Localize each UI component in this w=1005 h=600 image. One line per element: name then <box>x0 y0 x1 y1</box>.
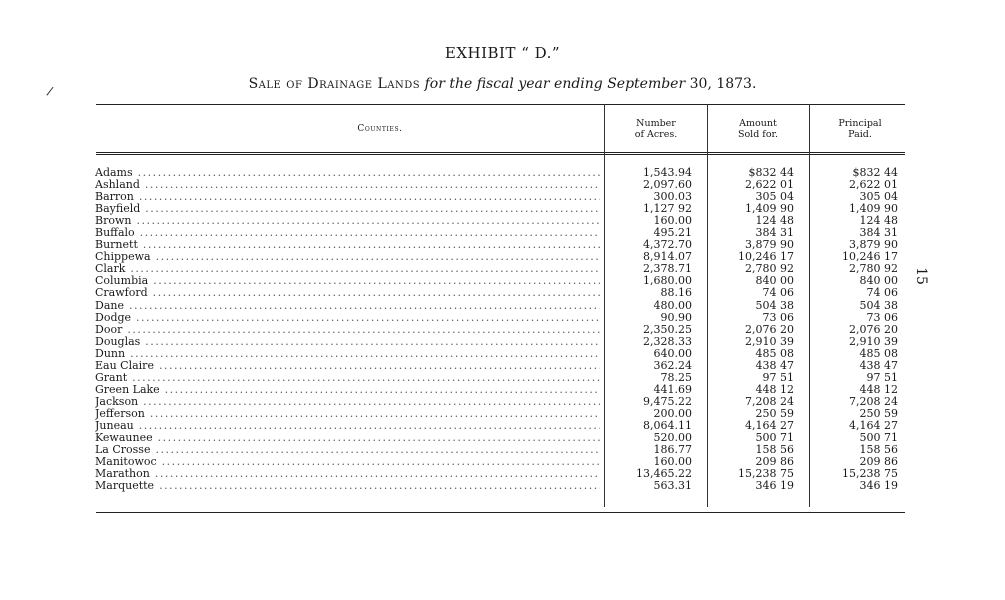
acres-cell: 2,378.71 <box>643 262 692 276</box>
subtitle-prefix: Sale of Drainage Lands <box>248 76 421 92</box>
county-name: Juneau ..... <box>95 420 600 432</box>
acres-cell: 186.77 <box>653 443 692 457</box>
county-name: Green Lake ..... <box>95 384 600 396</box>
amount-cell: 2,910 39 <box>745 334 794 348</box>
amount-cell: 2,780 92 <box>745 262 794 276</box>
principal-cell: 2,076 20 <box>849 322 898 336</box>
acres-cell: 160.00 <box>653 455 692 469</box>
amount-cell: 305 04 <box>755 190 794 204</box>
amount-cell: 10,246 17 <box>738 250 794 264</box>
amount-cell: 3,879 90 <box>745 238 794 252</box>
principal-cell: 10,246 17 <box>842 250 898 264</box>
amount-cell: 485 08 <box>755 346 794 360</box>
principal-cell: 250 59 <box>859 406 898 420</box>
acres-cell: 480.00 <box>653 298 692 312</box>
principal-cell: 3,879 90 <box>849 238 898 252</box>
principal-cell: 448 12 <box>859 382 898 396</box>
table-row <box>0 215 1005 227</box>
amount-cell: 1,409 90 <box>745 202 794 216</box>
table-body <box>0 167 1005 492</box>
table-row <box>0 336 1005 348</box>
acres-cell: 2,097.60 <box>643 178 692 192</box>
amount-cell: 2,622 01 <box>745 178 794 192</box>
principal-cell: 500 71 <box>859 431 898 445</box>
amount-cell: 384 31 <box>755 226 794 240</box>
amount-cell: 97 51 <box>762 370 794 384</box>
county-name: Burnett ..... <box>95 239 600 251</box>
county-name: Dunn ..... <box>95 348 600 360</box>
table-subtitle <box>0 76 1005 92</box>
header-acres <box>608 118 704 140</box>
exhibit-title: EXHIBIT “ D.” <box>444 44 561 62</box>
acres-cell: 520.00 <box>653 431 692 445</box>
acres-cell: 1,680.00 <box>643 274 692 288</box>
amount-cell: 2,076 20 <box>745 322 794 336</box>
amount-cell: 448 12 <box>755 382 794 396</box>
amount-cell: 438 47 <box>755 358 794 372</box>
table-row <box>0 203 1005 215</box>
county-name: Ashland ..... <box>95 179 600 191</box>
county-name: Dodge ..... <box>95 312 600 324</box>
principal-cell: 73 06 <box>866 310 898 324</box>
principal-cell: 15,238 75 <box>842 467 898 481</box>
acres-cell: 300.03 <box>653 190 692 204</box>
amount-cell: 346 19 <box>755 479 794 493</box>
acres-cell: 8,064.11 <box>643 418 692 432</box>
principal-cell: $832 44 <box>852 166 898 179</box>
header-acres-line2: of Acres. <box>634 129 678 140</box>
county-name: Clark ..... <box>95 263 600 275</box>
principal-cell: 97 51 <box>866 370 898 384</box>
county-name: La Crosse ..... <box>95 444 600 456</box>
amount-cell: 500 71 <box>755 431 794 445</box>
acres-cell: 13,465.22 <box>636 467 692 481</box>
acres-cell: 640.00 <box>653 346 692 360</box>
principal-cell: 346 19 <box>859 479 898 493</box>
county-name: Barron ..... <box>95 191 600 203</box>
principal-cell: 384 31 <box>859 226 898 240</box>
amount-cell: 15,238 75 <box>738 467 794 481</box>
table-row <box>0 480 1005 492</box>
county-name: Bayfield ..... <box>95 203 600 215</box>
acres-cell: 9,475.22 <box>643 394 692 408</box>
acres-cell: 441.69 <box>653 382 692 396</box>
subtitle-suffix: 30, 1873. <box>689 76 757 92</box>
county-name: Marathon ..... <box>95 468 600 480</box>
principal-cell: 124 48 <box>859 214 898 228</box>
principal-cell: 1,409 90 <box>849 202 898 216</box>
principal-cell: 7,208 24 <box>849 394 898 408</box>
principal-cell: 840 00 <box>859 274 898 288</box>
county-name: Buffalo ..... <box>95 227 600 239</box>
table-row <box>0 312 1005 324</box>
principal-cell: 74 06 <box>866 286 898 300</box>
county-name: Chippewa ..... <box>95 251 600 263</box>
header-amount <box>710 118 806 140</box>
acres-cell: 78.25 <box>660 370 692 384</box>
table-row <box>0 287 1005 299</box>
principal-cell: 305 04 <box>859 190 898 204</box>
county-name: Jackson ..... <box>95 396 600 408</box>
principal-cell: 2,910 39 <box>849 334 898 348</box>
table-row <box>0 420 1005 432</box>
county-name: Douglas ..... <box>95 336 600 348</box>
ink-mark: / <box>45 83 55 99</box>
table-row <box>0 396 1005 408</box>
header-amount-line1: Amount <box>739 118 777 129</box>
acres-cell: 1,127 92 <box>643 202 692 216</box>
table-row <box>0 468 1005 480</box>
county-name: Manitowoc ..... <box>95 456 600 468</box>
county-name: Kewaunee ..... <box>95 432 600 444</box>
principal-cell: 504 38 <box>859 298 898 312</box>
county-name: Grant ..... <box>95 372 600 384</box>
table-row <box>0 275 1005 287</box>
table-row <box>0 372 1005 384</box>
amount-cell: 250 59 <box>755 406 794 420</box>
table-row <box>0 444 1005 456</box>
acres-cell: 362.24 <box>653 358 692 372</box>
amount-cell: $832 44 <box>748 166 794 179</box>
principal-cell: 2,622 01 <box>849 178 898 192</box>
county-name: Door ..... <box>95 324 600 336</box>
header-amount-line2: Sold for. <box>737 129 779 140</box>
header-acres-line1: Number <box>636 118 676 129</box>
header-bottom-rule-double <box>96 154 905 155</box>
amount-cell: 74 06 <box>762 286 794 300</box>
amount-cell: 840 00 <box>755 274 794 288</box>
table-row <box>0 324 1005 336</box>
principal-cell: 438 47 <box>859 358 898 372</box>
county-name: Columbia ..... <box>95 275 600 287</box>
amount-cell: 124 48 <box>755 214 794 228</box>
principal-cell: 2,780 92 <box>849 262 898 276</box>
subtitle-italic: for the fiscal year ending September <box>424 76 686 92</box>
header-principal <box>812 118 908 140</box>
acres-cell: 8,914.07 <box>643 250 692 264</box>
table-row <box>0 263 1005 275</box>
amount-cell: 504 38 <box>755 298 794 312</box>
amount-cell: 7,208 24 <box>745 394 794 408</box>
principal-cell: 158 56 <box>859 443 898 457</box>
amount-cell: 4,164 27 <box>745 418 794 432</box>
header-principal-line2: Paid. <box>848 129 872 140</box>
county-name: Dane ..... <box>95 300 600 312</box>
page-number: 15 <box>912 267 929 285</box>
principal-cell: 485 08 <box>859 346 898 360</box>
acres-cell: 563.31 <box>653 479 692 493</box>
table-row <box>0 348 1005 360</box>
table-row <box>0 179 1005 191</box>
amount-cell: 209 86 <box>755 455 794 469</box>
header-counties: Counties. <box>357 124 403 134</box>
county-name: Jefferson ..... <box>95 408 600 420</box>
acres-cell: 160.00 <box>653 214 692 228</box>
amount-cell: 158 56 <box>755 443 794 457</box>
acres-cell: 88.16 <box>660 286 692 300</box>
acres-cell: 2,350.25 <box>643 322 692 336</box>
county-name: Marquette ..... <box>95 480 600 492</box>
acres-cell: 1,543.94 <box>643 166 692 179</box>
amount-cell: 73 06 <box>762 310 794 324</box>
acres-cell: 4,372.70 <box>643 238 692 252</box>
county-name: Eau Claire ..... <box>95 360 600 372</box>
county-name: Adams ..... <box>95 167 600 179</box>
table-top-rule <box>96 104 905 105</box>
county-name: Brown ..... <box>95 215 600 227</box>
header-principal-line1: Principal <box>838 118 882 129</box>
table-row <box>0 300 1005 312</box>
acres-cell: 2,328.33 <box>643 334 692 348</box>
table-bottom-rule <box>96 512 905 513</box>
table-row <box>0 360 1005 372</box>
county-name: Crawford ..... <box>95 287 600 299</box>
principal-cell: 209 86 <box>859 455 898 469</box>
header-bottom-rule <box>96 152 905 153</box>
acres-cell: 200.00 <box>653 406 692 420</box>
table-row <box>0 432 1005 444</box>
acres-cell: 495.21 <box>653 226 692 240</box>
principal-cell: 4,164 27 <box>849 418 898 432</box>
acres-cell: 90.90 <box>660 310 692 324</box>
